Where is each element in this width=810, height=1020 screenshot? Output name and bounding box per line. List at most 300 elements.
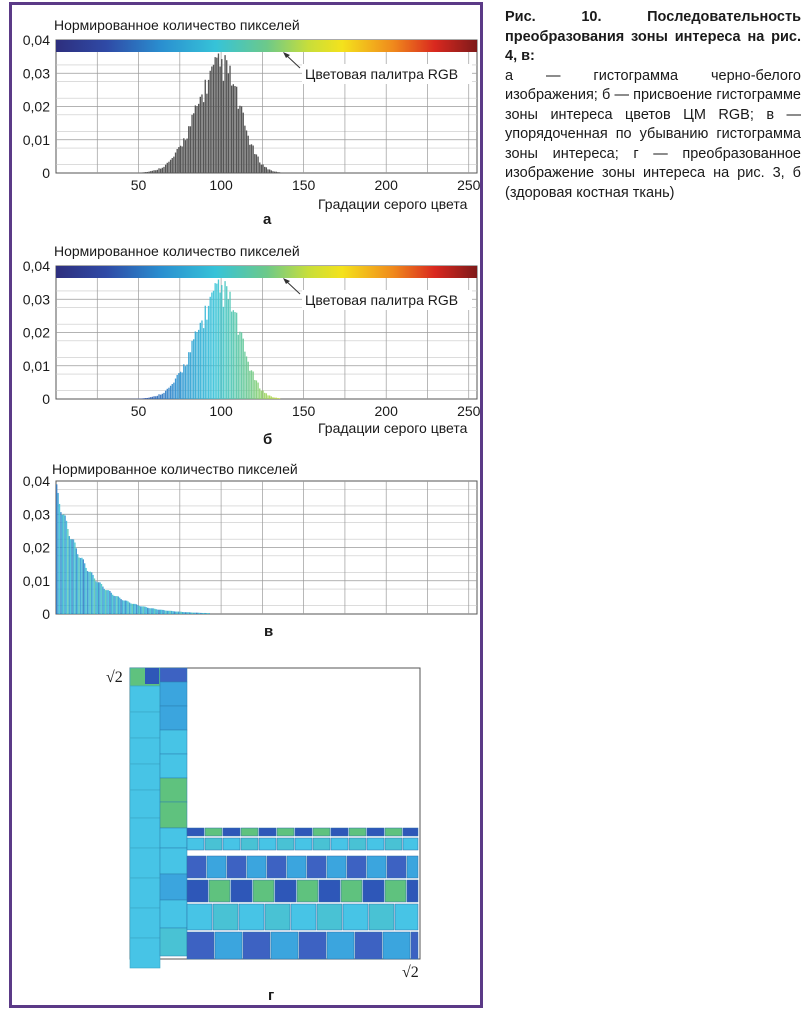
histogram-bar	[188, 126, 189, 173]
histogram-bar	[165, 391, 166, 399]
block	[367, 838, 384, 850]
histogram-bar	[249, 371, 250, 399]
block	[145, 668, 159, 684]
histogram-bar	[226, 286, 227, 399]
histogram-bar	[173, 383, 174, 399]
histogram-bar	[142, 172, 143, 173]
x-tick-label: 100	[209, 403, 233, 419]
sorted-bar	[157, 610, 158, 614]
histogram-bar	[233, 84, 234, 173]
sorted-bar	[141, 606, 142, 614]
histogram-bar	[261, 391, 262, 399]
sorted-bar	[66, 521, 67, 614]
sorted-bar	[161, 610, 162, 614]
y-tick-label: 0,04	[22, 32, 50, 48]
histogram-bar	[249, 145, 250, 173]
histogram-bar	[158, 394, 159, 399]
block	[160, 848, 187, 874]
sorted-bar	[190, 612, 191, 614]
histogram-bar	[148, 172, 149, 173]
histogram-bar	[165, 165, 166, 173]
block	[295, 828, 312, 836]
histogram-bar	[276, 172, 277, 173]
sorted-bar	[178, 612, 179, 614]
histogram-bar	[205, 80, 206, 173]
histogram-bar	[148, 398, 149, 399]
sorted-bar	[84, 563, 85, 614]
sorted-bar	[144, 607, 145, 614]
panel-g-y-sqrt2: √2	[106, 669, 123, 686]
sorted-bar	[87, 571, 88, 614]
sorted-bar	[200, 613, 201, 614]
sorted-bar	[102, 587, 103, 614]
histogram-bar	[277, 172, 278, 173]
panel-a-bars	[102, 53, 280, 173]
histogram-bar	[191, 115, 192, 173]
histogram-bar	[252, 372, 253, 399]
histogram-bar	[276, 398, 277, 399]
sorted-bar	[155, 609, 156, 614]
histogram-bar	[160, 395, 161, 399]
histogram-bar	[198, 330, 199, 399]
sorted-bar	[71, 539, 72, 614]
sorted-bar	[104, 589, 105, 614]
block	[363, 880, 384, 902]
histogram-bar	[266, 167, 267, 173]
histogram-bar	[246, 356, 247, 399]
sorted-bar	[77, 554, 78, 614]
sorted-bar	[134, 604, 135, 614]
block	[331, 838, 348, 850]
histogram-bar	[203, 328, 204, 399]
y-tick-label: 0,03	[22, 506, 50, 523]
histogram-bar	[223, 81, 224, 173]
histogram-bar	[163, 167, 164, 173]
panel-v-ylabel: Нормированное количество пикселей	[52, 461, 298, 477]
histogram-bar	[172, 384, 173, 399]
histogram-bar	[155, 170, 156, 173]
sorted-bar	[151, 608, 152, 614]
block	[275, 880, 296, 902]
block	[327, 932, 354, 959]
sorted-bar	[85, 568, 86, 614]
block	[187, 838, 204, 850]
x-tick-label: 200	[374, 177, 398, 193]
sorted-bar	[119, 598, 120, 614]
sorted-bar	[143, 606, 144, 614]
histogram-bar	[223, 307, 224, 399]
x-tick-label: 250	[457, 177, 481, 193]
sorted-bar	[158, 610, 159, 614]
histogram-bar	[158, 168, 159, 173]
sorted-bar	[111, 593, 112, 614]
histogram-bar	[248, 136, 249, 173]
x-tick-label: 150	[291, 403, 316, 419]
sorted-bar	[204, 613, 205, 614]
sorted-bar	[118, 596, 119, 614]
sorted-bar	[95, 581, 96, 614]
histogram-bar	[236, 313, 237, 399]
histogram-bar	[274, 398, 275, 399]
histogram-bar	[244, 126, 245, 173]
sorted-bar	[186, 612, 187, 614]
histogram-bar	[153, 396, 154, 399]
block	[349, 828, 366, 836]
panel-b-sublabel: б	[263, 431, 273, 448]
histogram-bar	[198, 104, 199, 173]
sorted-bar	[98, 582, 99, 614]
block	[130, 764, 160, 790]
histogram-bar	[218, 279, 219, 399]
histogram-bar	[170, 160, 171, 173]
histogram-bar	[200, 323, 201, 399]
histogram-bar	[233, 310, 234, 399]
block	[223, 838, 240, 850]
histogram-bar	[239, 106, 240, 173]
histogram-bar	[264, 167, 265, 173]
block	[385, 838, 402, 850]
histogram-bar	[144, 398, 145, 399]
sorted-bar	[179, 612, 180, 614]
histogram-bar	[173, 157, 174, 173]
sorted-bar	[67, 529, 68, 614]
sorted-bar	[56, 484, 57, 614]
block	[287, 856, 306, 878]
panel-a-colorbar	[56, 40, 477, 52]
histogram-bar	[185, 366, 186, 399]
block	[369, 904, 394, 930]
histogram-bar	[144, 172, 145, 173]
histogram-bar	[175, 153, 176, 173]
histogram-bar	[238, 109, 239, 173]
histogram-bar	[170, 386, 171, 399]
sorted-bar	[207, 613, 208, 614]
histogram-bar	[219, 293, 220, 399]
histogram-bar	[177, 375, 178, 399]
sorted-bar	[62, 515, 63, 614]
histogram-bar	[221, 59, 222, 173]
block	[239, 904, 264, 930]
y-tick-label: 0,02	[22, 539, 50, 556]
sorted-bar	[176, 612, 177, 614]
sorted-bar	[126, 601, 127, 614]
histogram-bar	[259, 162, 260, 173]
histogram-bar	[241, 106, 242, 173]
histogram-bar	[210, 297, 211, 399]
histogram-bar	[193, 339, 194, 399]
histogram-bar	[168, 162, 169, 173]
histogram-bar	[279, 172, 280, 173]
histogram-bar	[185, 140, 186, 173]
block	[355, 932, 382, 959]
panel-v-chart	[23, 461, 477, 640]
histogram-bar	[256, 380, 257, 399]
histogram-bar	[210, 71, 211, 173]
histogram-bar	[267, 169, 268, 173]
histogram-bar	[219, 67, 220, 173]
panel-a-sublabel: а	[263, 211, 272, 228]
y-tick-label: 0,03	[22, 291, 50, 308]
block	[411, 932, 418, 959]
sorted-bar	[165, 611, 166, 614]
histogram-bar	[274, 172, 275, 173]
sorted-bar	[99, 582, 100, 614]
block	[299, 932, 326, 959]
histogram-bar	[162, 394, 163, 399]
sorted-bar	[113, 596, 114, 614]
histogram-bar	[239, 332, 240, 399]
sorted-bar	[192, 613, 193, 614]
sorted-bar	[150, 608, 151, 614]
histogram-bar	[252, 146, 253, 173]
histogram-bar	[206, 320, 207, 399]
histogram-bar	[244, 352, 245, 399]
block	[160, 730, 187, 754]
histogram-bar	[190, 352, 191, 399]
y-tick-label: 0	[42, 165, 50, 181]
histogram-bar	[256, 154, 257, 173]
histogram-bar	[262, 390, 263, 399]
sorted-bar	[60, 512, 61, 614]
histogram-bar	[269, 169, 270, 173]
histogram-bar	[269, 395, 270, 399]
sorted-bar	[146, 607, 147, 614]
block	[259, 828, 276, 836]
sorted-bar	[183, 612, 184, 614]
histogram-bar	[191, 341, 192, 399]
block	[297, 880, 318, 902]
histogram-bar	[229, 292, 230, 399]
sorted-bar	[57, 493, 58, 614]
block	[231, 880, 252, 902]
block	[317, 904, 342, 930]
block	[241, 838, 258, 850]
histogram-bar	[183, 364, 184, 399]
panel-a-palette-label: Цветовая палитра RGB	[305, 66, 459, 82]
block	[130, 938, 160, 968]
sorted-bar	[154, 609, 155, 614]
histogram-bar	[238, 335, 239, 399]
sorted-bar	[120, 599, 121, 614]
sorted-bar	[130, 603, 131, 614]
histogram-bar	[214, 283, 215, 399]
block	[205, 828, 222, 836]
sorted-bar	[125, 601, 126, 614]
histogram-bar	[228, 73, 229, 173]
block	[403, 838, 418, 850]
histogram-bar	[271, 396, 272, 399]
histogram-bar	[178, 373, 179, 399]
histogram-bar	[231, 86, 232, 173]
histogram-bar	[150, 397, 151, 399]
block	[187, 856, 206, 878]
histogram-bar	[218, 53, 219, 173]
histogram-bar	[241, 332, 242, 399]
sorted-bar	[101, 584, 102, 614]
histogram-bar	[236, 87, 237, 173]
sorted-bar	[206, 613, 207, 614]
histogram-bar	[264, 393, 265, 399]
sorted-bar	[64, 515, 65, 614]
sorted-bar	[137, 605, 138, 614]
block	[160, 900, 187, 928]
block	[341, 880, 362, 902]
panel-a-ylabel: Нормированное количество пикселей	[54, 17, 300, 33]
histogram-bar	[216, 284, 217, 399]
sorted-bar	[90, 572, 91, 614]
sorted-bar	[70, 539, 71, 614]
sorted-bar	[164, 610, 165, 614]
panel-b-colorbar	[56, 266, 477, 278]
histogram-bar	[277, 398, 278, 399]
block	[395, 904, 418, 930]
block	[291, 904, 316, 930]
block	[367, 856, 386, 878]
panel-g-x-sqrt2: √2	[402, 964, 419, 981]
x-tick-label: 150	[291, 177, 316, 193]
histogram-bar	[211, 67, 212, 173]
caption-title: Рис. 10. Последовательность преобразования зоны интереса на рис. 4, в:	[505, 9, 801, 64]
histogram-bar	[186, 139, 187, 173]
histogram-bar	[272, 171, 273, 173]
block	[160, 928, 187, 956]
histogram-bar	[261, 165, 262, 173]
sorted-bar	[169, 611, 170, 614]
histogram-bar	[186, 365, 187, 399]
histogram-bar	[246, 130, 247, 173]
histogram-bar	[200, 97, 201, 173]
histogram-bar	[211, 293, 212, 399]
histogram-bar	[243, 113, 244, 173]
sorted-bar	[182, 612, 183, 614]
histogram-bar	[181, 146, 182, 173]
histogram-bar	[271, 170, 272, 173]
block	[277, 838, 294, 850]
panel-v-bars	[56, 484, 210, 614]
caption-body: а — гистограмма черно-белого изображения; б — присвоение гистограмме зоны интереса цветов ЦМ RGB; в — упорядоченная по убыванию гистограмма зоны интереса; г — преобразованное изображение зоны интереса на рис. 3, б (здоровая костная ткань)	[505, 67, 801, 201]
block	[407, 856, 418, 878]
histogram-bar	[234, 86, 235, 173]
block	[130, 848, 160, 878]
histogram-bar	[190, 126, 191, 173]
sorted-bar	[202, 613, 203, 614]
histogram-bar	[195, 331, 196, 399]
histogram-bar	[183, 138, 184, 173]
block	[403, 828, 418, 836]
panel-v-sublabel: в	[264, 623, 274, 640]
histogram-bar	[163, 393, 164, 399]
histogram-bar	[153, 170, 154, 173]
block	[160, 778, 187, 802]
sorted-bar	[196, 613, 197, 614]
histogram-bar	[162, 168, 163, 173]
histogram-bar	[213, 65, 214, 173]
histogram-bar	[150, 171, 151, 173]
block	[347, 856, 366, 878]
histogram-bar	[193, 113, 194, 173]
block	[241, 828, 258, 836]
sorted-bar	[105, 590, 106, 614]
block	[130, 712, 160, 738]
sorted-bar	[209, 613, 210, 614]
figure-caption	[505, 8, 801, 203]
histogram-bar	[279, 398, 280, 399]
sorted-bar	[189, 612, 190, 614]
sorted-bar	[171, 611, 172, 614]
sorted-bar	[81, 558, 82, 614]
histogram-bar	[251, 144, 252, 173]
histogram-bar	[196, 106, 197, 173]
histogram-bar	[205, 306, 206, 399]
block	[130, 878, 160, 908]
sorted-bar	[69, 536, 70, 614]
block	[253, 880, 274, 902]
sorted-bar	[73, 539, 74, 614]
sorted-bar	[63, 514, 64, 614]
block	[160, 754, 187, 778]
histogram-bar	[266, 393, 267, 399]
histogram-bar	[180, 146, 181, 173]
histogram-bar	[167, 163, 168, 173]
histogram-bar	[224, 55, 225, 173]
histogram-bar	[243, 339, 244, 399]
sorted-bar	[140, 606, 141, 614]
block	[383, 932, 410, 959]
histogram-bar	[152, 171, 153, 173]
block	[160, 668, 187, 682]
histogram-bar	[157, 170, 158, 173]
panel-g-image	[106, 668, 420, 1004]
sorted-bar	[168, 611, 169, 614]
block	[327, 856, 346, 878]
block	[187, 904, 212, 930]
histogram-bar	[216, 58, 217, 173]
sorted-bar	[174, 611, 175, 614]
histogram-bar	[208, 80, 209, 173]
sorted-bar	[148, 608, 149, 614]
x-tick-label: 50	[130, 177, 147, 193]
sorted-bar	[123, 601, 124, 614]
sorted-bar	[108, 590, 109, 614]
block	[367, 828, 384, 836]
block	[243, 932, 270, 959]
y-tick-label: 0,03	[22, 65, 50, 82]
histogram-bar	[180, 372, 181, 399]
histogram-bar	[226, 60, 227, 173]
histogram-bar	[178, 147, 179, 173]
block	[313, 828, 330, 836]
histogram-bar	[259, 388, 260, 399]
y-tick-label: 0,02	[22, 324, 50, 341]
sorted-bar	[109, 591, 110, 614]
histogram-bar	[196, 332, 197, 399]
histogram-bar	[257, 157, 258, 173]
sorted-bar	[133, 604, 134, 614]
block	[130, 790, 160, 818]
sorted-bar	[129, 603, 130, 614]
panel-b-xlabel: Градации серого цвета	[318, 420, 468, 436]
histogram-bar	[203, 102, 204, 173]
histogram-bar	[272, 397, 273, 399]
sorted-bar	[147, 608, 148, 614]
histogram-bar	[234, 312, 235, 399]
sorted-bar	[122, 600, 123, 614]
y-tick-label: 0	[42, 606, 50, 622]
block	[313, 838, 330, 850]
sorted-bar	[136, 604, 137, 614]
block	[130, 686, 160, 712]
histogram-bar	[157, 396, 158, 399]
